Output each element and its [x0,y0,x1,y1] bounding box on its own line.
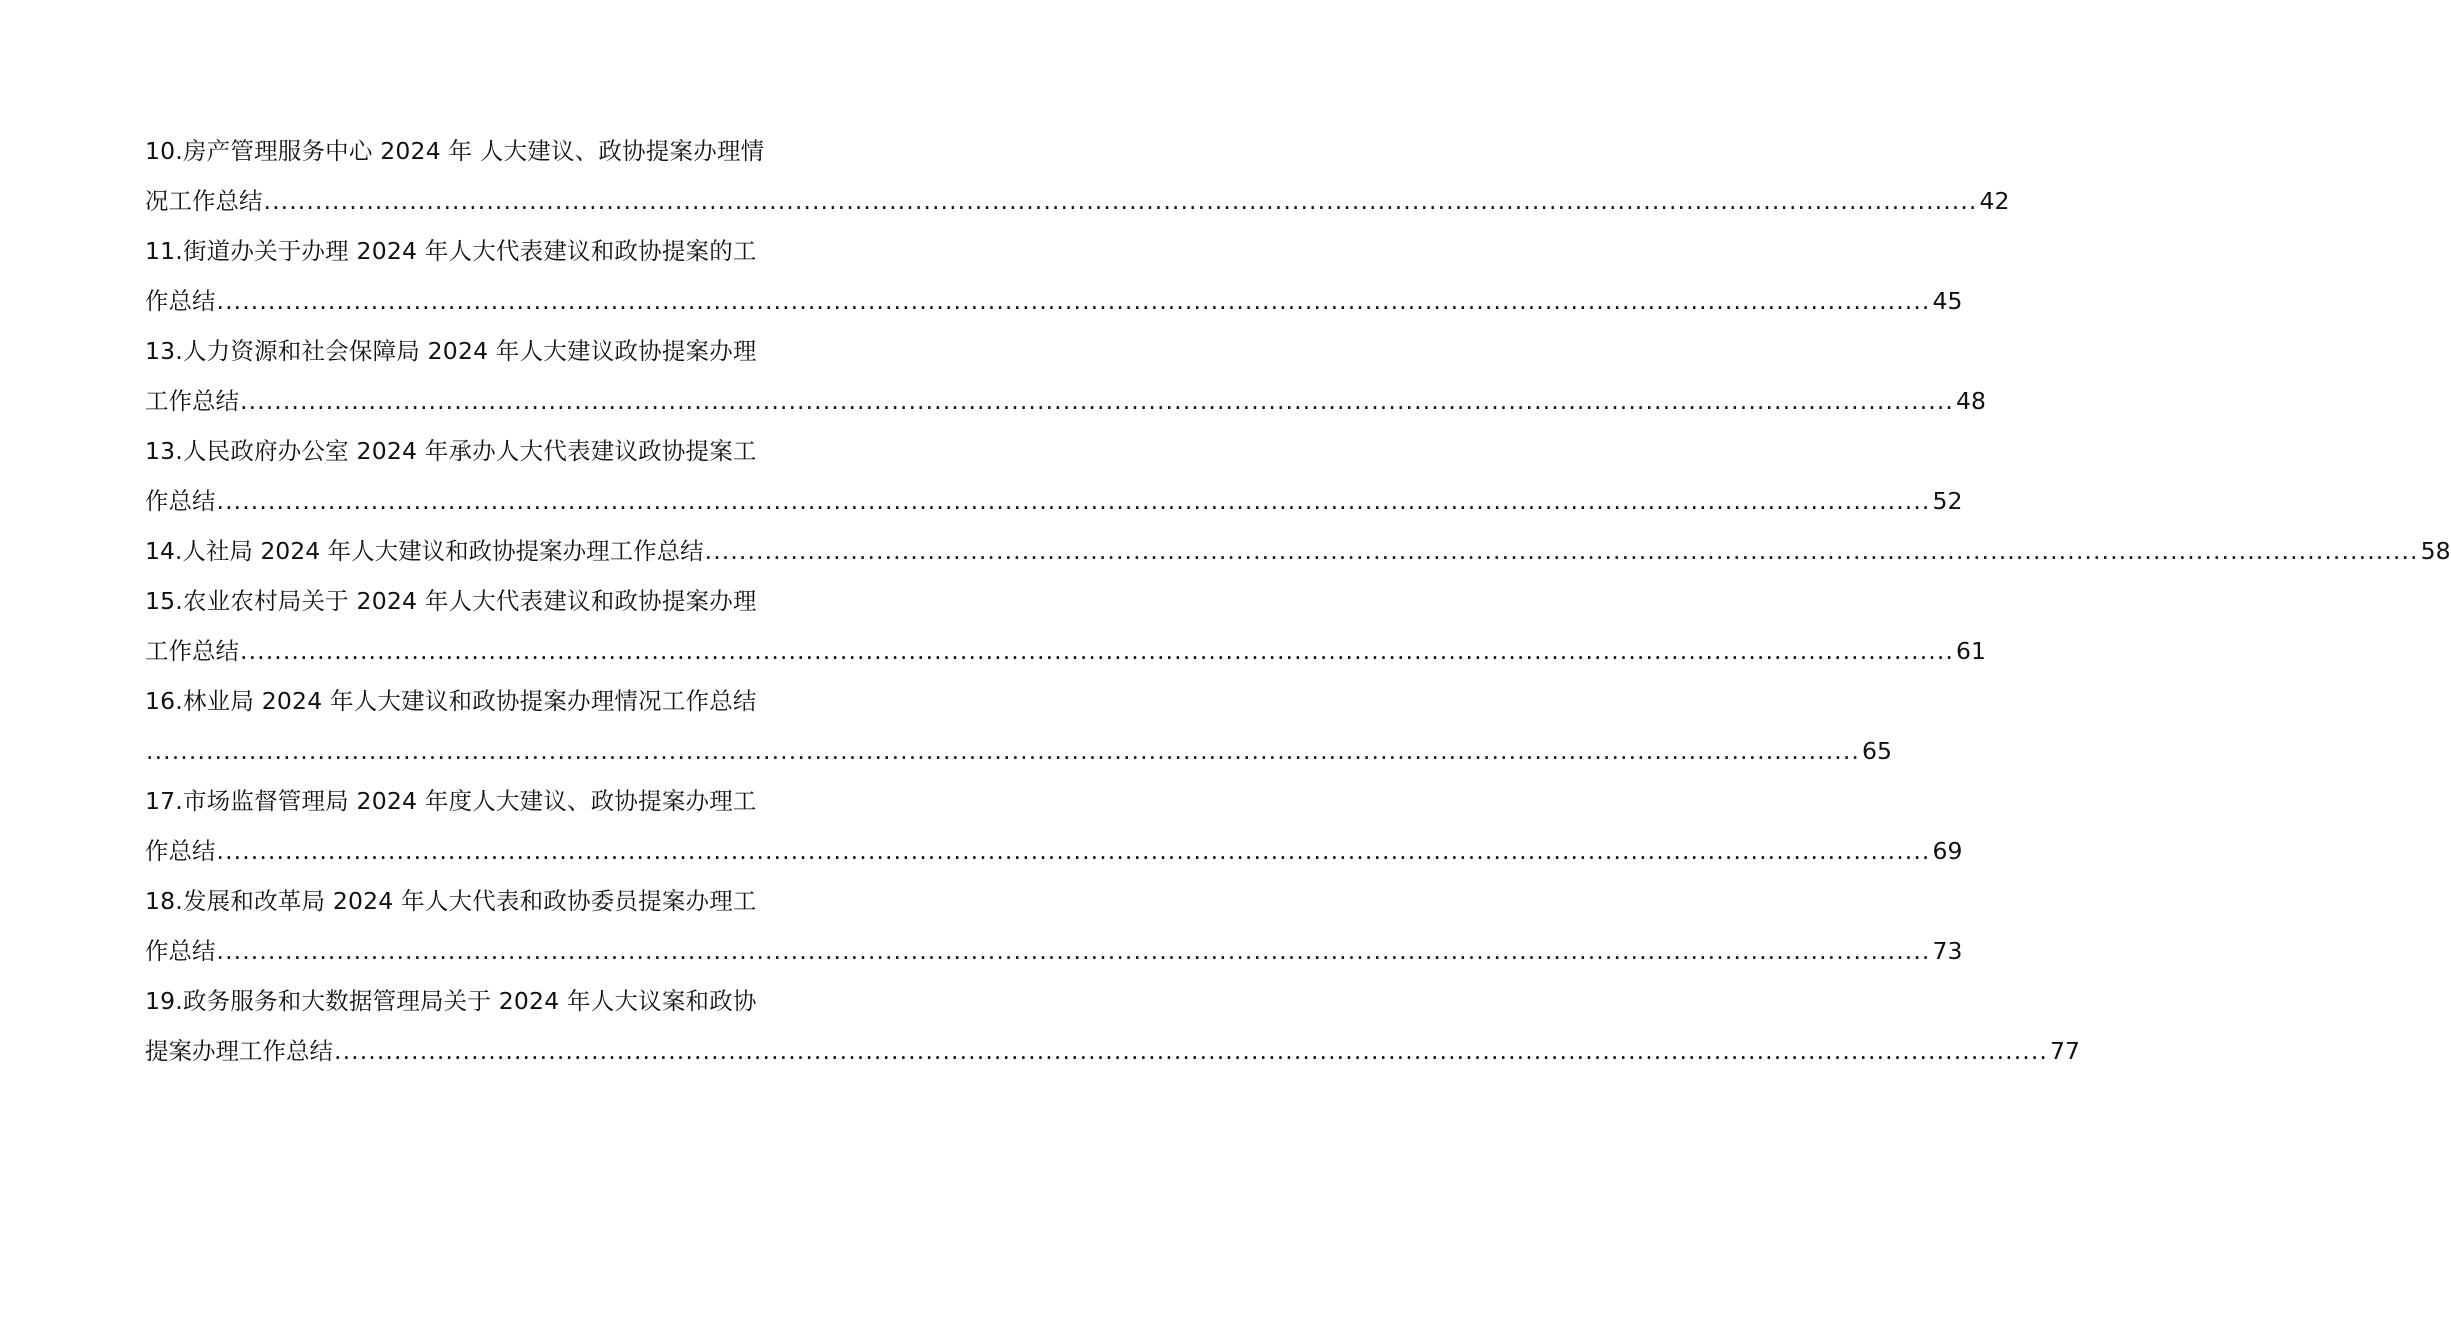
toc-entry-title-continued: 况工作总结 [145,187,263,215]
toc-entry-last-line [145,476,1963,526]
toc-entry-title: 16.林业局 2024 年人大建议和政协提案办理情况工作总结 [145,687,757,715]
toc-entry-title: 17.市场监督管理局 2024 年度人大建议、政协提案办理工 [145,787,757,815]
toc-entry-title-continued: 作总结 [145,487,216,515]
toc-page-number: 58 [2420,537,2451,565]
dot-leader: ........................................................................................................................................................................................................ [146,737,1860,765]
toc-entry[interactable] [145,326,1986,426]
toc-entry-title: 10.房产管理服务中心 2024 年 人大建议、政协提案办理情 [145,137,765,165]
toc-page-number: 48 [1956,387,1986,415]
toc-entry-title-continued: 作总结 [145,937,216,965]
toc-entry-title: 14.人社局 2024 年人大建议和政协提案办理工作总结 [145,537,704,565]
toc-entry-last-line [145,526,2451,576]
toc-entry[interactable] [145,526,2451,576]
toc-entry-title-continued: 作总结 [145,837,216,865]
toc-page-number: 61 [1956,637,1986,665]
toc-page-number: 42 [1979,187,2010,215]
toc-entry-title-continued: 作总结 [145,287,216,315]
toc-entry-last-line [145,176,2010,226]
toc-entry-title-continued: 提案办理工作总结 [145,1037,333,1065]
dot-leader: ........................................................................................................................................................................................................ [216,837,1931,865]
toc-entry[interactable] [145,876,1963,976]
dot-leader: ........................................................................................................................................................................................................ [240,637,1954,665]
toc-entry[interactable] [145,976,2080,1076]
dot-leader: ........................................................................................................................................................................................................ [240,387,1954,415]
dot-leader: ........................................................................................................................................................................................................ [216,937,1931,965]
toc-entry-last-line [145,376,1986,426]
toc-entry-title: 13.人民政府办公室 2024 年承办人大代表建议政协提案工 [145,437,757,465]
dot-leader: ........................................................................................................................................................................................................ [704,537,2419,565]
toc-entry-last-line [145,626,1986,676]
toc-entry-last-line [145,926,1963,976]
dot-leader: ........................................................................................................................................................................................................ [216,487,1931,515]
table-of-contents [145,126,2451,1076]
toc-entry-last-line [145,276,1963,326]
toc-entry[interactable] [145,226,1963,326]
toc-entry-title: 13.人力资源和社会保障局 2024 年人大建议政协提案办理 [145,337,757,365]
toc-entry[interactable] [145,126,2010,226]
dot-leader: ........................................................................................................................................................................................................ [263,187,1978,215]
toc-entry-title: 19.政务服务和大数据管理局关于 2024 年人大议案和政协 [145,987,757,1015]
dot-leader: ........................................................................................................................................................................................................ [216,287,1931,315]
dot-leader: ........................................................................................................................................................................................................ [334,1037,2048,1065]
toc-entry-last-line [145,826,1963,876]
toc-page-number: 45 [1932,287,1963,315]
toc-entry-last-line [145,726,1892,776]
toc-page-number: 65 [1862,737,1892,765]
toc-entry-title: 18.发展和改革局 2024 年人大代表和政协委员提案办理工 [145,887,757,915]
toc-entry[interactable] [145,576,1986,676]
toc-page-number: 69 [1932,837,1963,865]
toc-entry-last-line [145,1026,2080,1076]
toc-entry[interactable] [145,426,1963,526]
toc-entry-title: 15.农业农村局关于 2024 年人大代表建议和政协提案办理 [145,587,757,615]
toc-page-number: 52 [1932,487,1963,515]
toc-entry[interactable] [145,776,1963,876]
toc-entry-title: 11.街道办关于办理 2024 年人大代表建议和政协提案的工 [145,237,757,265]
toc-entry-title-continued: 工作总结 [145,387,239,415]
toc-entry-title-continued: 工作总结 [145,637,239,665]
toc-page-number: 77 [2050,1037,2080,1065]
toc-page-number: 73 [1932,937,1963,965]
toc-entry[interactable] [145,676,1892,776]
